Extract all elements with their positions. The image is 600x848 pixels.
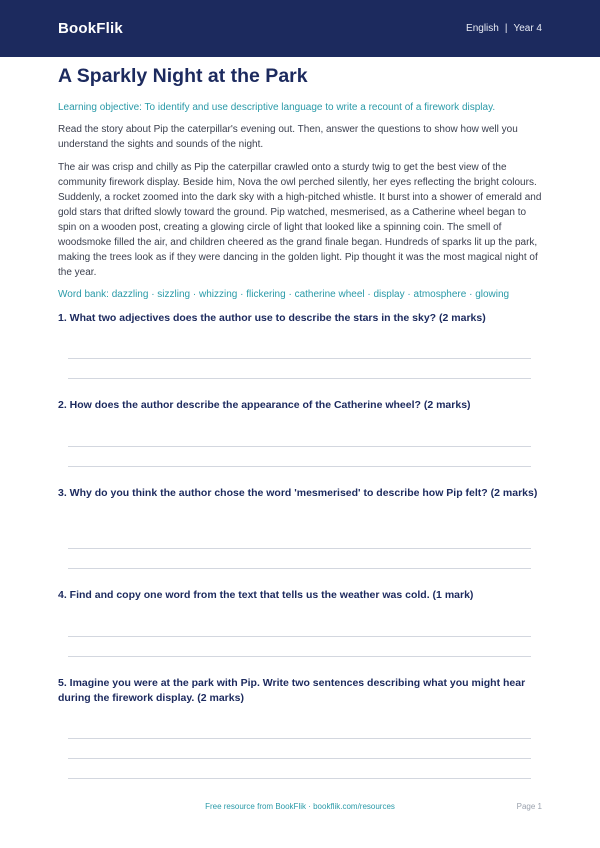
answer-line[interactable] — [68, 548, 531, 549]
question-2: 2. How does the author describe the appearance of the Catherine wheel? (2 marks) — [58, 399, 471, 411]
word-bank: Word bank: dazzling · sizzling · whizzing · flickering · catherine wheel · display · atmosphere · glowing — [58, 289, 510, 300]
question-3: 3. Why do you think the author chose the word 'mesmerised' to describe how Pip felt? (2 marks) — [58, 487, 538, 499]
answer-line[interactable] — [68, 758, 531, 759]
worksheet-content — [58, 63, 542, 301]
page-header — [0, 0, 600, 57]
year-label: Year 4 — [513, 23, 542, 34]
question-4: 4. Find and copy one word from the text that tells us the weather was cold. (1 mark) — [58, 589, 474, 601]
intro-paragraph: Read the story about Pip the caterpillar's evening out. Then, answer the questions to show how well you understand the sights and sounds of the night. — [58, 124, 518, 150]
answer-line[interactable] — [68, 778, 531, 779]
answer-line[interactable] — [68, 656, 531, 657]
brand-logo-text: BookFlik — [58, 20, 123, 37]
question-1: 1. What two adjectives does the author use to describe the stars in the sky? (2 marks) — [58, 312, 486, 324]
subject-year-meta — [466, 23, 542, 34]
answer-line[interactable] — [68, 568, 531, 569]
answer-line[interactable] — [68, 358, 531, 359]
answer-line[interactable] — [68, 738, 531, 739]
page-number: Page 1 — [516, 802, 542, 811]
worksheet-title: A Sparkly Night at the Park — [58, 65, 308, 87]
question-5: 5. Imagine you were at the park with Pip. Write two sentences describing what you might hear during the firework display. (2 marks) — [58, 677, 526, 704]
story-paragraph: The air was crisp and chilly as Pip the caterpillar crawled onto a sturdy twig to get the best view of the community firework display. Beside him, Nova the owl perched silently, her eyes reflecting the bright colours. Suddenly, a rocket zoomed into the dark sky with a high-pitched whistle. It burst into a shower of emerald and gold stars that drifted slowly toward the ground. Pip watched, mesmerised, as a Catherine wheel began to spin on a wooden post, creating a glowing circle of light that looked like a spinning coin. The smell of woodsmoke filled the air, and children cheered as the grand finale began. Hundreds of sparks lit up the park, making the trees look as if they were dancing in the golden light. Pip thought it was the most magical night of the year. — [58, 162, 542, 278]
learning-objective: Learning objective: To identify and use descriptive language to write a recount of a firework display. — [58, 102, 496, 113]
answer-line[interactable] — [68, 466, 531, 467]
answer-line[interactable] — [68, 636, 531, 637]
meta-separator: | — [504, 23, 508, 34]
answer-line[interactable] — [68, 378, 531, 379]
footer-credit: Free resource from BookFlik · bookflik.com/resources — [205, 802, 395, 811]
subject-label: English — [466, 23, 499, 34]
answer-line[interactable] — [68, 446, 531, 447]
